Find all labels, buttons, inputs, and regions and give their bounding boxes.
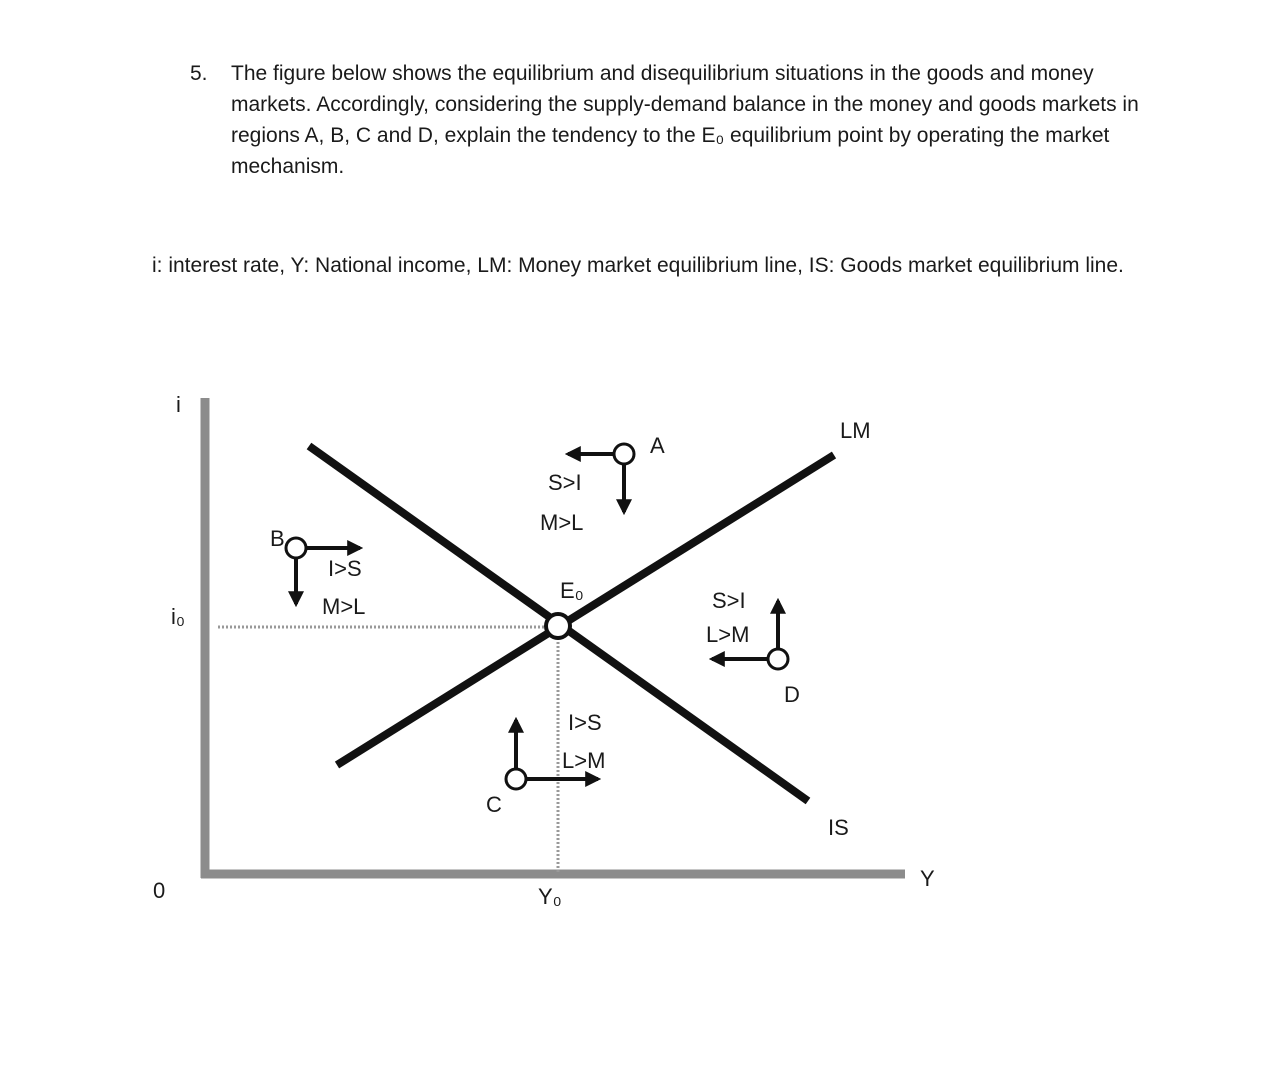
y0-label: Y₀ — [538, 884, 562, 909]
point-d-marker — [768, 649, 788, 669]
origin-label: 0 — [153, 878, 166, 903]
point-d-label: D — [784, 682, 800, 707]
point-b-label: B — [270, 526, 285, 551]
point-b-goods-condition: I>S — [328, 556, 362, 581]
question-text: The figure below shows the equilibrium and disequilibrium situations in the goods and money markets. Accordingly, considering the supply-demand balance in the money and goods markets in regions A, B, C and D, explain the tendency to the E₀ equilibrium point by operating the market mechanism. — [231, 62, 1139, 178]
point-a-label: A — [650, 433, 665, 458]
is-label: IS — [828, 815, 849, 840]
point-a-goods-condition: S>I — [548, 470, 582, 495]
point-c-money-condition: L>M — [562, 748, 606, 773]
point-d-goods-condition: S>I — [712, 588, 746, 613]
point-c-goods-condition: I>S — [568, 710, 602, 735]
point-c-label: C — [486, 792, 502, 817]
point-b-marker — [286, 538, 306, 558]
point-c-marker — [506, 769, 526, 789]
equilibrium-point — [546, 614, 570, 638]
point-a-marker — [614, 444, 634, 464]
i0-label: i₀ — [171, 604, 186, 629]
equilibrium-label: E₀ — [560, 578, 584, 603]
point-a-money-condition: M>L — [540, 510, 584, 535]
lm-label: LM — [840, 418, 871, 443]
x-axis-label: Y — [920, 866, 935, 891]
question-number: 5. — [190, 62, 208, 85]
legend-text: i: interest rate, Y: National income, LM: Money market equilibrium line, IS: Goods market equilibrium line. — [152, 254, 1124, 277]
point-d-money-condition: L>M — [706, 622, 750, 647]
point-b-money-condition: M>L — [322, 594, 366, 619]
y-axis-label: i — [176, 392, 181, 417]
